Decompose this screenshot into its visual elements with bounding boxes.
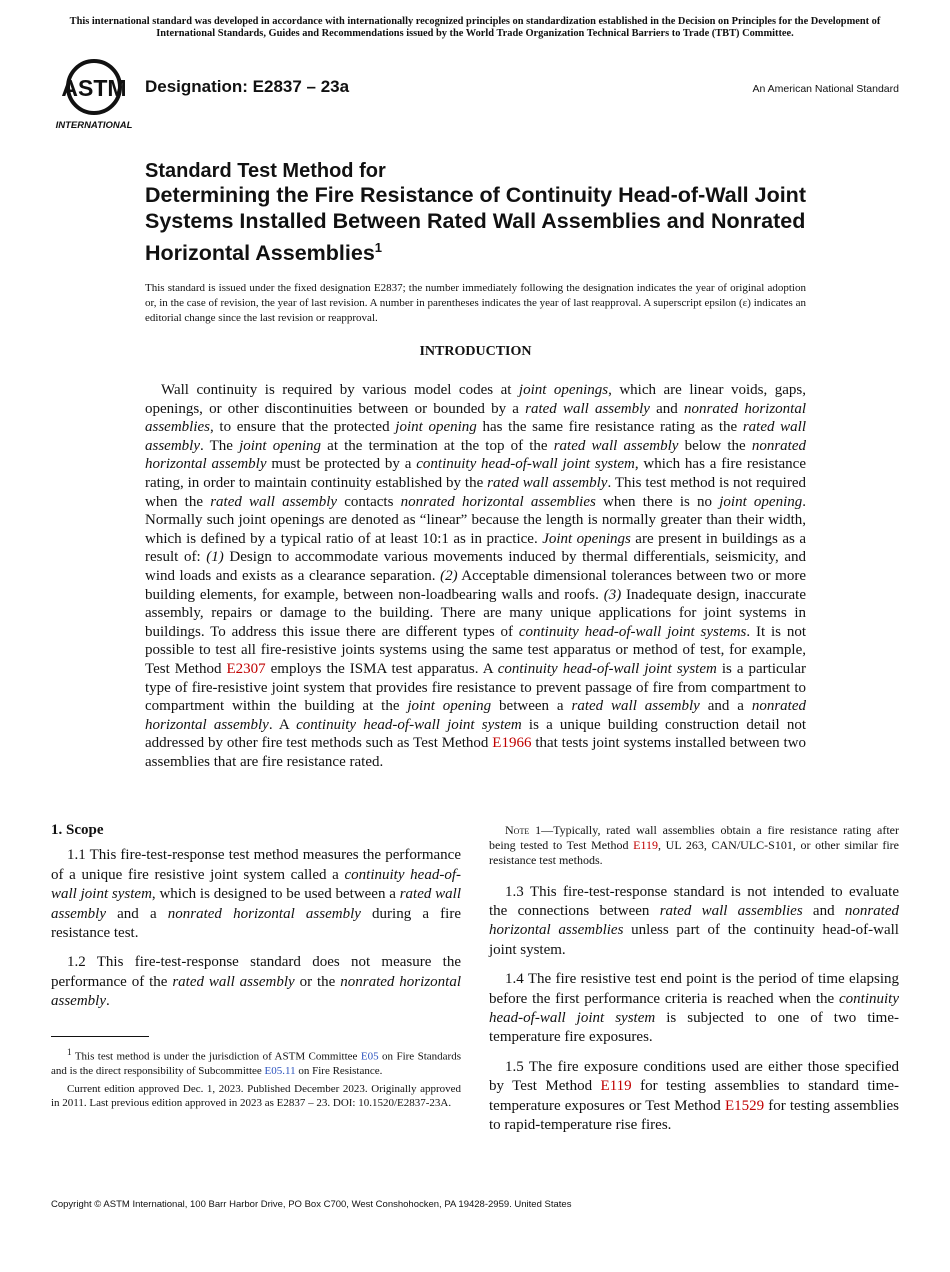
section-1-5: 1.5 The fire exposure conditions used are either those specified by Test Method E119 for testing assemblies to standard time-temperature exposures or Test Method E1529 for testing assemblies to rapid-temperature rise fires. — [489, 1058, 899, 1134]
scope-heading: 1. Scope — [51, 822, 104, 838]
footnote-1: $^1$ This test method is under the jurisdiction of ASTM Committee E05 on Fire Standards and is the direct responsibility of Subcommittee E05.11 on Fire Resistance. — [51, 1047, 461, 1077]
title-footnote-mark: 1 — [374, 239, 383, 255]
footnote-divider — [51, 1036, 149, 1037]
link-e2307[interactable]: E2307 — [226, 660, 266, 677]
footnote-edition: Current edition approved Dec. 1, 2023. Published December 2023. Originally approved in 2011. Last previous edition approved in 2023 as E2837 – 23. DOI: 10.1520/E2837-23A. — [51, 1082, 461, 1109]
link-e0511[interactable]: E05.11 — [264, 1064, 296, 1077]
note-1: Note 1—Typically, rated wall assemblies obtain a fire resistance rating after being tested to Test Method E119, UL 263, CAN/ULC-S101, or other similar fire resistance test methods. — [489, 823, 900, 868]
section-1-4: 1.4 The fire resistive test end point is the period of time elapsing before the first performance criteria is reached when the continuity head-of-wall joint system is subjected to one of two time-temperature fire exposures. — [489, 971, 899, 1046]
tbt-notice: This international standard was developed in accordance with internationally recognized principles on standardization established in the Decision on Principles for the Development of International Standards, Guides and Recommendations issued by the World Trade Organization Technical Barriers to Trade (TBT) Committee. — [69, 16, 881, 39]
page-title — [145, 183, 825, 267]
link-e119-b[interactable]: E119 — [600, 1078, 632, 1095]
logo-letters: ASTM — [61, 75, 127, 101]
designation: Designation: E2837 – 23a — [145, 77, 350, 96]
link-e1966[interactable]: E1966 — [492, 735, 532, 752]
section-1-1: 1.1 This fire-test-response test method measures the performance of a unique fire resistive joint system called a continuity head-of-wall joint system, which is designed to be used between a rated wall assembly and a nonrated horizontal assembly during a fire resistance test. — [51, 847, 461, 942]
footnotes — [51, 1045, 461, 1114]
introduction-heading: INTRODUCTION — [419, 344, 532, 359]
title-text: Determining the Fire Resistance of Continuity Head-of-Wall Joint Systems Installed Between Rated Wall Assemblies and Nonrated Horizontal Assemblies — [145, 183, 806, 265]
link-e1529[interactable]: E1529 — [724, 1097, 765, 1114]
astm-logo-icon — [52, 56, 136, 132]
logo-international-text: INTERNATIONAL — [55, 120, 133, 131]
left-column — [51, 821, 461, 1022]
right-column — [489, 823, 899, 1145]
introduction-paragraph: Wall continuity is required by various model codes at joint openings, which are linear voids, gaps, openings, or other discontinuities between or bounded by a rated wall assembly and nonrated horizontal assemblies, to ensure that the protected joint opening has the same fire resistance rating as the rated wall assembly. The joint opening at the termination at the top of the rated wall assembly below the nonrated horizontal assembly must be protected by a continuity head-of-wall joint system, which has a fire resistance rating, in order to maintain continuity established by the rated wall assembly. This test method is not required when the rated wall assembly contacts nonrated horizontal assemblies when there is no joint opening. Normally such joint openings are denoted as “linear” because the length is normally greater than their width, which is defined by a typical ratio of at least 10:1 as in practice. Joint openings are present in buildings as a result of: (1) Design to accommodate various movements induced by thermal differentials, seismicity, and wind loads and exists as a clearance separation. (2) Acceptable dimensional tolerances between two or more building elements, for example, between non-loadbearing walls and roofs. (3) Inadequate design, inaccurate assembly, repairs or damage to the building. There are many unique applications for joint systems in buildings. To address this issue there are different types of continuity head-of-wall joint systems. It is not possible to test all fire-resistive joints systems using the same test apparatus or method of test, for example, Test Method E2307 employs the ISMA test apparatus. A continuity head-of-wall joint system is a particular type of fire-resistive joint system that provides fire resistance to prevent passage of fire from compartment to compartment within the building at the joint opening between a rated wall assembly and a nonrated horizontal assembly. A continuity head-of-wall joint system is a unique building construction detail not addressed by other fire test methods such as Test Method E1966 that tests joint systems installed between two assemblies that are fire resistance rated. — [145, 382, 807, 770]
title-prefix: Standard Test Method for — [145, 160, 386, 182]
section-1-2: 1.2 This fire-test-response standard does not measure the performance of the rated wall assembly or the nonrated horizontal assembly. — [51, 954, 461, 1010]
link-e119[interactable]: E119 — [633, 838, 659, 853]
astm-logo — [52, 56, 136, 132]
issued-statement: This standard is issued under the fixed designation E2837; the number immediately following the designation indicates the year of original adoption or, in the case of revision, the year of last revision. A number in parentheses indicates the year of last reapproval. A superscript epsilon (ε) indicates an editorial change since the last revision or reapproval. — [145, 282, 806, 324]
section-1-3: 1.3 This fire-test-response standard is not intended to evaluate the connections between rated wall assemblies and nonrated horizontal assemblies unless part of the continuity head-of-wall joint system. — [489, 883, 899, 958]
link-e05[interactable]: E05 — [360, 1050, 379, 1063]
copyright: Copyright © ASTM International, 100 Barr Harbor Drive, PO Box C700, West Conshohocken, PA 19428-2959. United States — [51, 1199, 572, 1210]
american-national-standard: An American National Standard — [752, 83, 899, 95]
